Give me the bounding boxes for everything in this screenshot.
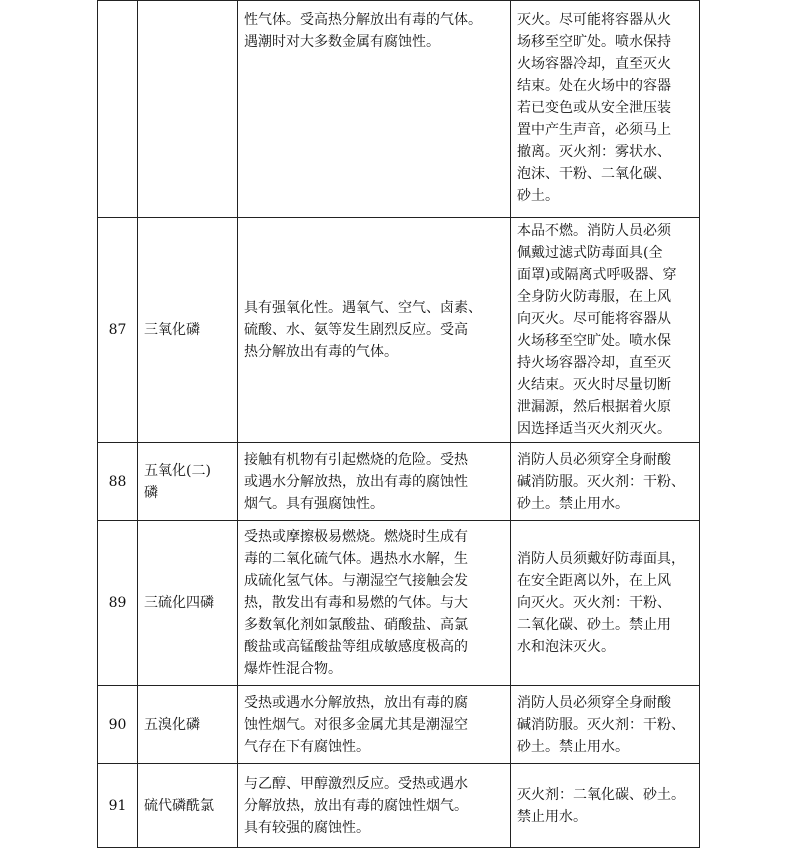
firefighting-measures: 本品不燃。消防人员必须 佩戴过滤式防毒面具(全 面罩)或隔离式呼吸器、穿 全身防火防毒服，在上风 向灭火。尽可能将容器从 火场移至空旷处。喷水保 持火场容器冷却，直至灭 火结束。灭火时尽量切断 泄漏源，然后根据着火原 因选择适当灭火剂灭火。 [511,218,700,443]
hazard-description: 受热或遇水分解放热，放出有毒的腐 蚀性烟气。对很多金属尤其是潮湿空 气存在下有腐蚀性。 [238,686,511,764]
table-row [98,443,700,521]
chemical-name: 五氧化(二) 磷 [138,443,238,521]
table-row [98,764,700,848]
chemical-name: 三氧化磷 [138,218,238,443]
chemical-name: 硫代磷酰氯 [138,764,238,848]
hazard-description: 与乙醇、甲醇激烈反应。受热或遇水 分解放热，放出有毒的腐蚀性烟气。 具有较强的腐蚀性。 [238,764,511,848]
hazard-description: 性气体。受高热分解放出有毒的气体。 遇潮时对大多数金属有腐蚀性。 [238,1,511,218]
row-number: 89 [98,521,138,686]
row-number: 90 [98,686,138,764]
firefighting-measures: 灭火。尽可能将容器从火 场移至空旷处。喷水保持 火场容器冷却，直至灭火 结束。处在火场中的容器 若已变色或从安全泄压装 置中产生声音，必须马上 撤离。灭火剂：雾状水、 泡沫、干粉、二氧化碳、 砂土。 [511,1,700,218]
hazard-table [97,0,700,848]
table-row [98,686,700,764]
row-number: 88 [98,443,138,521]
hazard-description: 具有强氧化性。遇氧气、空气、卤素、 硫酸、水、氨等发生剧烈反应。受高 热分解放出有毒的气体。 [238,218,511,443]
chemical-name [138,1,238,218]
table-row [98,521,700,686]
hazard-description: 受热或摩擦极易燃烧。燃烧时生成有 毒的二氧化硫气体。遇热水水解，生 成硫化氢气体。与潮湿空气接触会发 热，散发出有毒和易燃的气体。与大 多数氧化剂如氯酸盐、硝酸盐、高氯 酸盐或高锰酸盐等组成敏感度极高的 爆炸性混合物。 [238,521,511,686]
chemical-name: 三硫化四磷 [138,521,238,686]
firefighting-measures: 消防人员必须穿全身耐酸 碱消防服。灭火剂：干粉、 砂土。禁止用水。 [511,443,700,521]
table-row [98,1,700,218]
firefighting-measures: 消防人员须戴好防毒面具， 在安全距离以外，在上风 向灭火。灭火剂：干粉、 二氧化碳、砂土。禁止用 水和泡沫灭火。 [511,521,700,686]
row-number [98,1,138,218]
hazard-description: 接触有机物有引起燃烧的危险。受热 或遇水分解放热，放出有毒的腐蚀性 烟气。具有强腐蚀性。 [238,443,511,521]
row-number: 91 [98,764,138,848]
table-row [98,218,700,443]
firefighting-measures: 消防人员必须穿全身耐酸 碱消防服。灭火剂：干粉、 砂土。禁止用水。 [511,686,700,764]
firefighting-measures: 灭火剂：二氧化碳、砂土。 禁止用水。 [511,764,700,848]
row-number: 87 [98,218,138,443]
chemical-name: 五溴化磷 [138,686,238,764]
